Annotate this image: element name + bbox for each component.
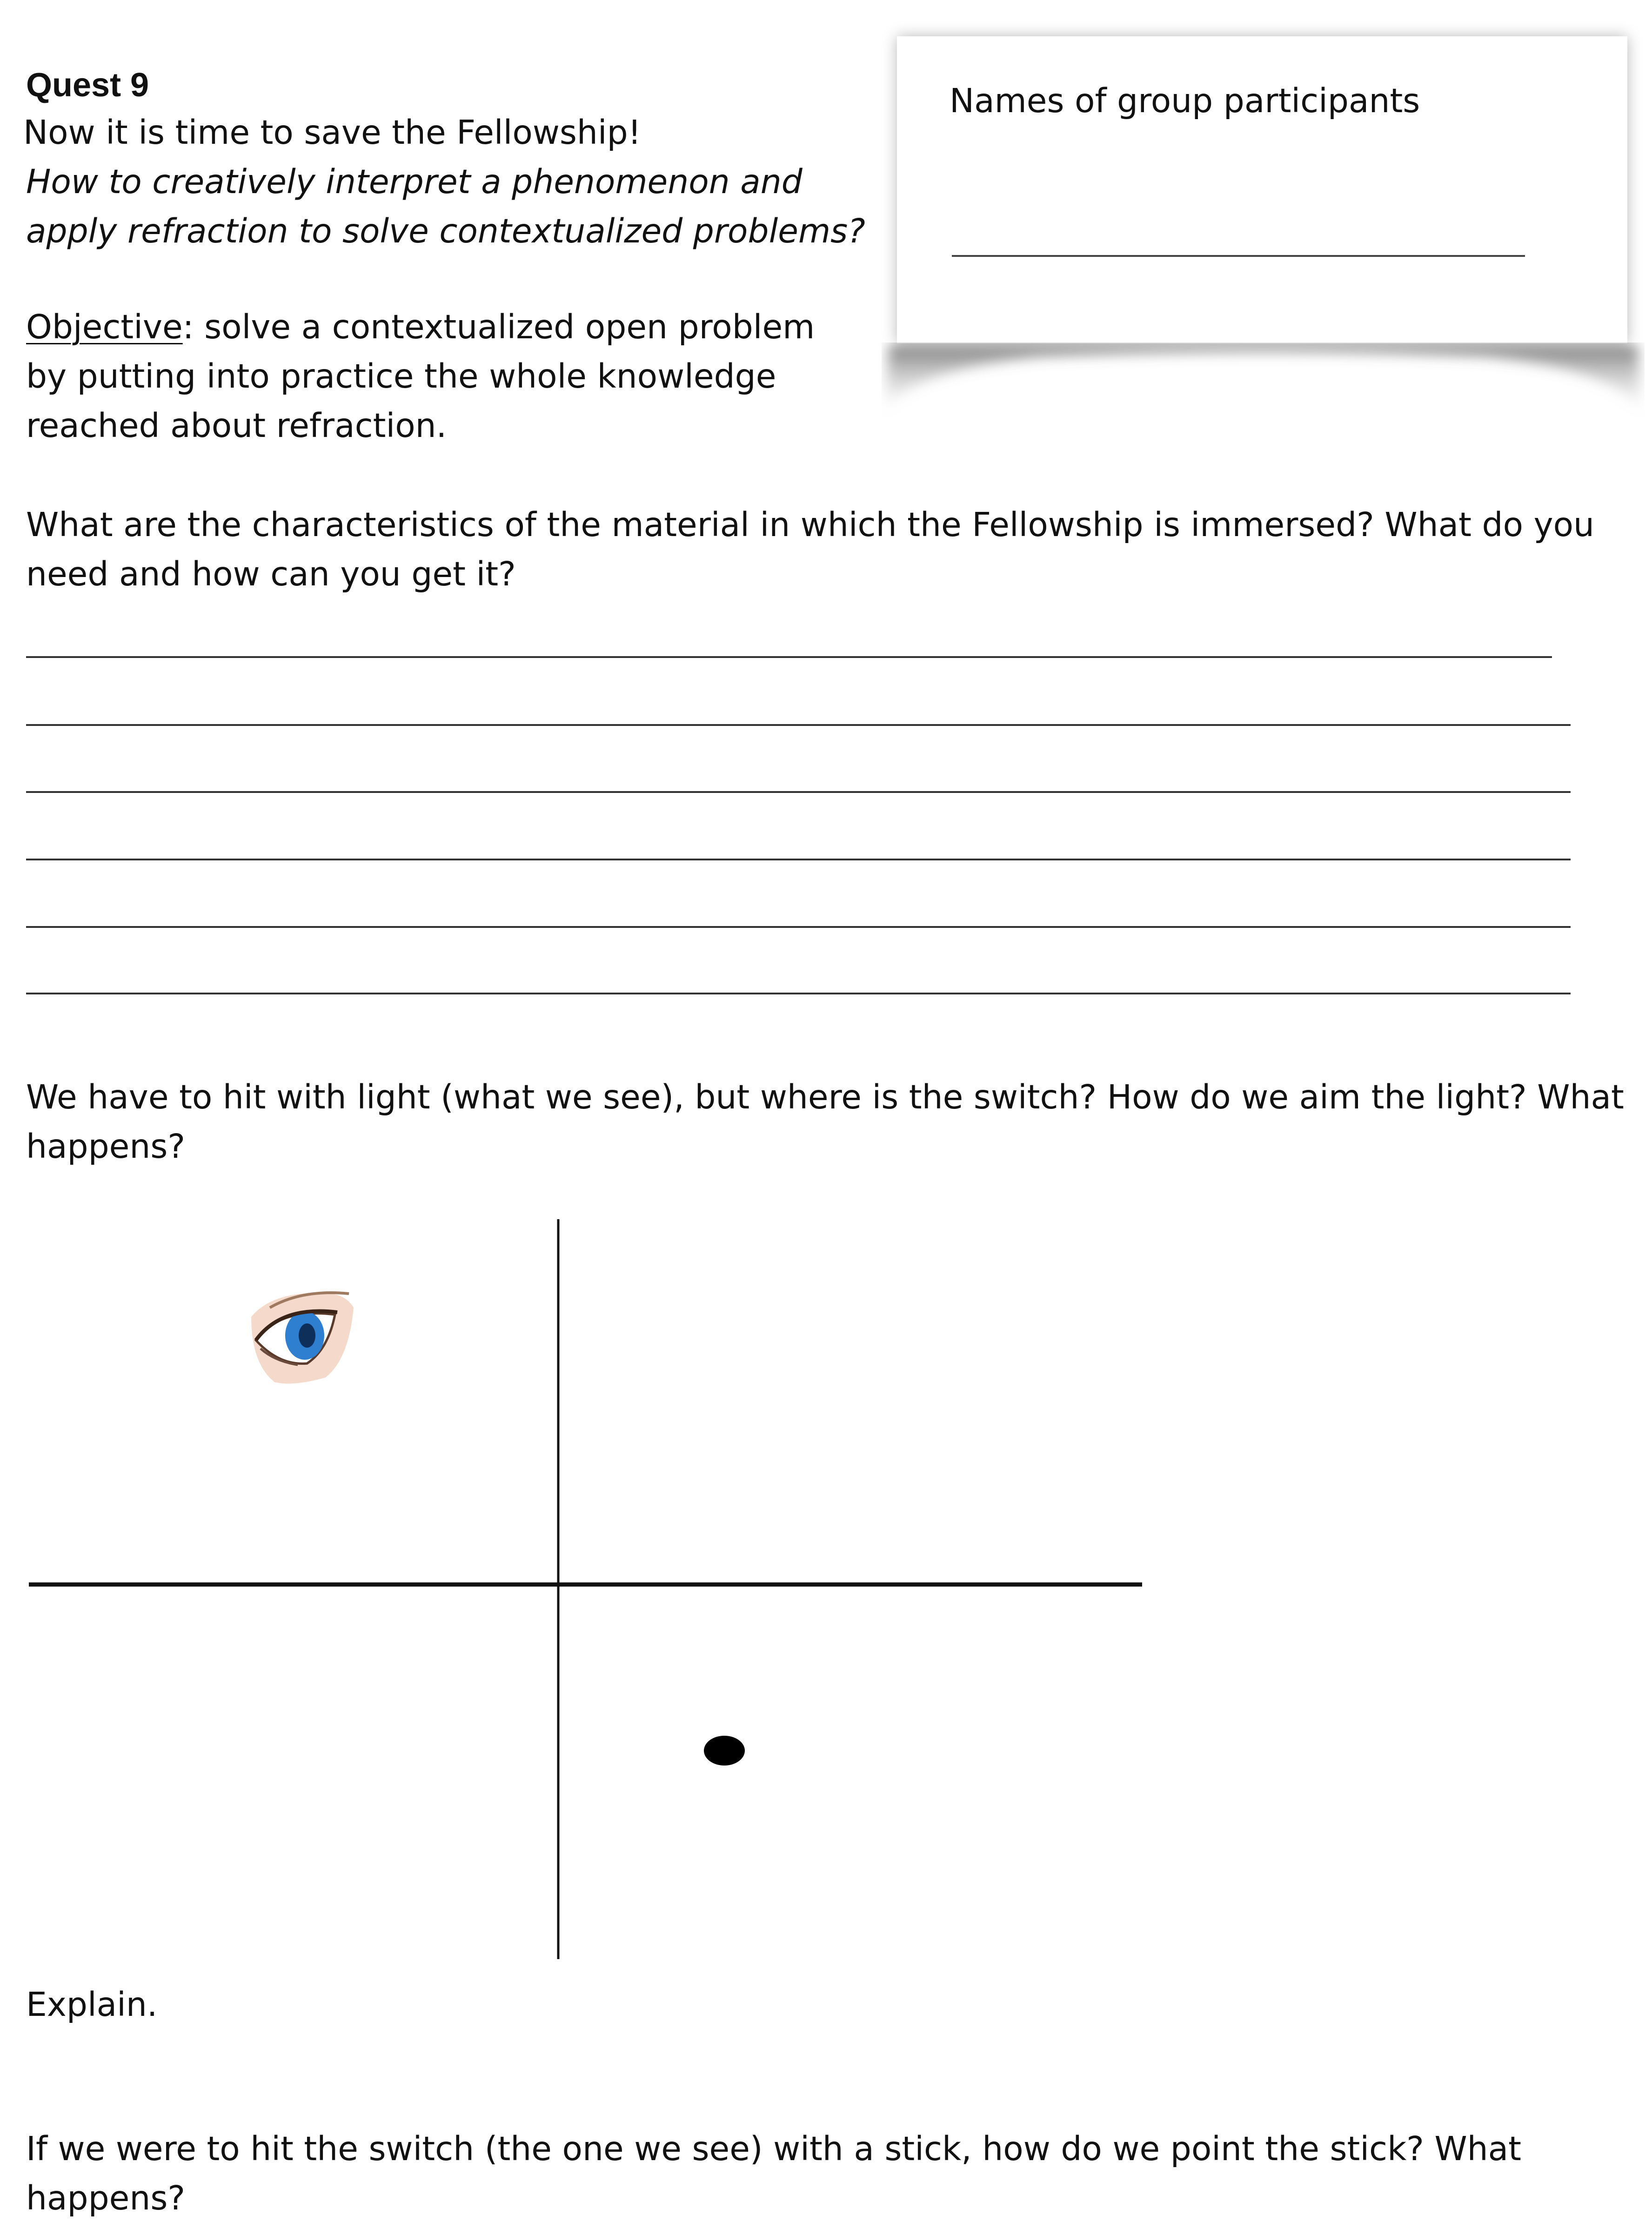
guiding-question-line-1: How to creatively interpret a phenomenon and	[26, 162, 803, 201]
question-3	[26, 2124, 1521, 2223]
question-2	[26, 1073, 1624, 1171]
group-names-label: Names of group participants	[950, 81, 1420, 120]
switch-dot	[704, 1736, 745, 1766]
eye-icon	[251, 1293, 354, 1384]
objective-text: : solve a contextualized open problem	[182, 308, 815, 346]
group-names-blank-line[interactable]	[952, 255, 1525, 257]
question-2-line-2: happens?	[26, 1127, 185, 1166]
question-1-line-1: What are the characteristics of the material in which the Fellowship is immersed? What do you	[26, 505, 1595, 544]
objective-label: Objective	[26, 308, 183, 346]
question-2-line-1: We have to hit with light (what we see), but where is the switch? How do we aim the light? What	[26, 1078, 1624, 1116]
question-3-line-2: happens?	[26, 2179, 185, 2217]
answer-line[interactable]	[26, 791, 1571, 793]
objective-line-2: by putting into practice the whole knowledge	[26, 357, 776, 396]
intro-text: Now it is time to save the Fellowship!	[23, 113, 642, 152]
answer-line[interactable]	[26, 656, 1552, 658]
quest-title: Quest 9	[26, 67, 149, 104]
question-3-line-1: If we were to hit the switch (the one we see) with a stick, how do we point the stick? What	[26, 2129, 1521, 2168]
explain-label: Explain.	[26, 1985, 158, 2024]
group-names-card	[897, 36, 1627, 343]
guiding-question-line-2: apply refraction to solve contextualized problems?	[26, 212, 865, 250]
objective-line-1	[26, 302, 815, 352]
answer-line[interactable]	[26, 993, 1571, 994]
objective-line-3: reached about refraction.	[26, 406, 447, 445]
question-1-line-2: need and how can you get it?	[26, 555, 516, 593]
question-1	[26, 500, 1603, 599]
objective-block	[26, 302, 815, 450]
refraction-diagram	[0, 1219, 1210, 1973]
card-curl-shadow	[882, 342, 1645, 422]
answer-line[interactable]	[26, 724, 1571, 726]
answer-line[interactable]	[26, 859, 1571, 860]
answer-line[interactable]	[26, 926, 1571, 928]
